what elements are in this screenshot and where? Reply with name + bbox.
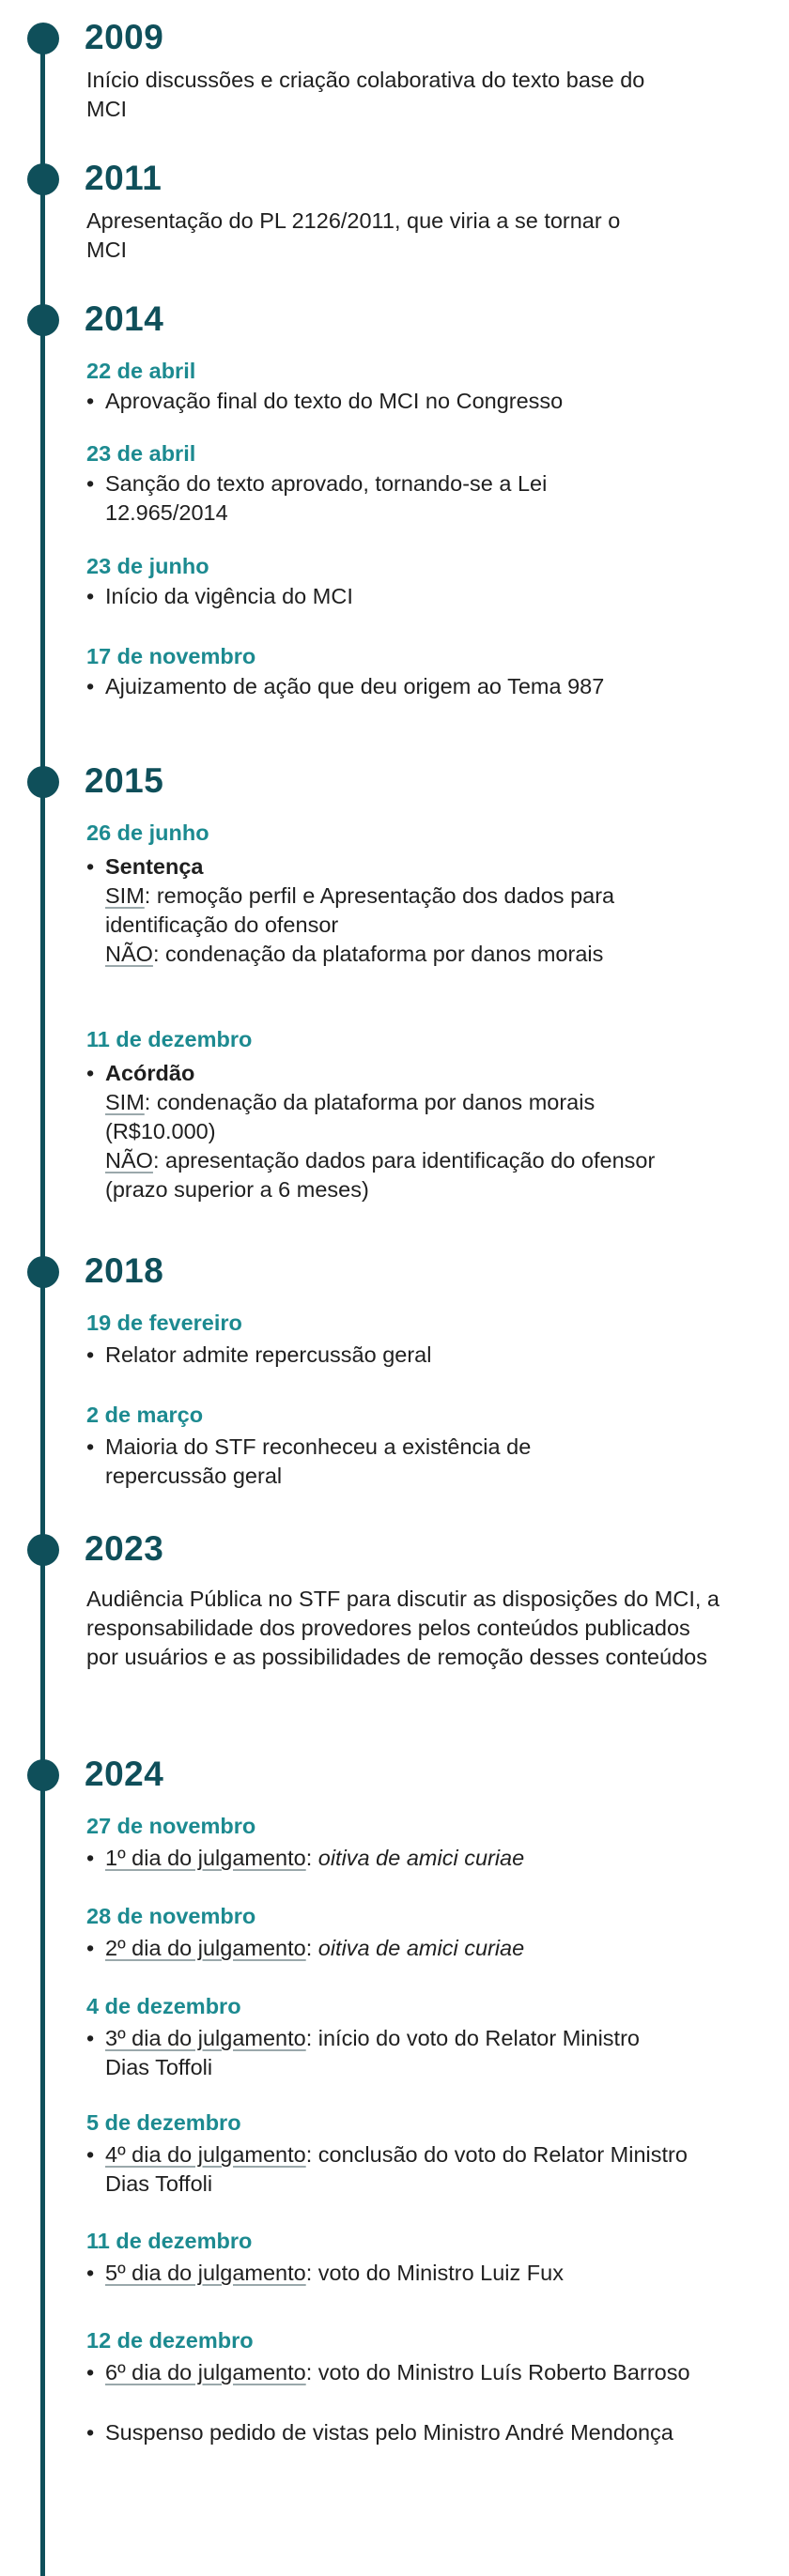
event-item [86, 1844, 744, 1873]
separator: : [152, 942, 160, 966]
item-heading: Sentença [105, 854, 204, 879]
event-date: 5 de dezembro [86, 2110, 241, 2135]
event-date: 12 de dezembro [86, 2328, 254, 2353]
separator: : [305, 2026, 313, 2050]
event-item [86, 2418, 725, 2447]
event-date: 22 de abril [86, 359, 196, 383]
bullet-mark: • [86, 2360, 95, 2384]
sim-text: condenação da plataforma por danos morais (R$10.000) [105, 1090, 596, 1143]
event-date: 27 de novembro [86, 1814, 256, 1838]
item-italic: oitiva de amici curiae [317, 1846, 525, 1870]
event-item [86, 1341, 744, 1370]
event-date: 23 de abril [86, 441, 196, 466]
bullet-mark: • [86, 584, 95, 608]
event-item [86, 1433, 631, 1491]
bullet-mark: • [86, 389, 95, 413]
event-date: 28 de novembro [86, 1904, 256, 1928]
separator: : [305, 2360, 313, 2384]
timeline-dot [27, 1534, 59, 1566]
timeline-dot [27, 23, 59, 54]
separator: : [305, 2261, 313, 2285]
year-heading: 2023 [85, 1529, 164, 1568]
bullet-mark: • [86, 2420, 95, 2445]
bullet-mark: • [86, 1936, 95, 1960]
timeline-dot [27, 766, 59, 798]
timeline-line [40, 36, 45, 2576]
bullet-mark: • [86, 471, 95, 496]
bullet-mark: • [86, 2142, 95, 2167]
item-text: Início da vigência do MCI [105, 584, 353, 608]
event-text: Apresentação do PL 2126/2011, que viria a se tornar o MCI [86, 208, 621, 262]
nao-text: condenação da plataforma por danos morais [159, 942, 604, 966]
event-date: 11 de dezembro [86, 2229, 253, 2253]
event-item [86, 387, 744, 416]
event-item [86, 2358, 725, 2387]
event-item [86, 582, 744, 611]
item-text: Ajuizamento de ação que deu origem ao Tema 987 [105, 674, 605, 698]
item-text: Maioria do STF reconheceu a existência de repercussão geral [105, 1434, 532, 1488]
separator: : [305, 1846, 313, 1870]
item-text: conclusão do voto do Relator Ministro Dias Toffoli [105, 2142, 688, 2196]
item-text: Aprovação final do texto do MCI no Congresso [105, 389, 564, 413]
event-date: 2 de março [86, 1403, 204, 1427]
timeline-dot [27, 1759, 59, 1791]
separator: : [305, 2142, 313, 2167]
bullet-mark: • [86, 1846, 95, 1870]
item-text: Relator admite repercussão geral [105, 1342, 432, 1367]
event-text: Audiência Pública no STF para discutir as disposições do MCI, a responsabilidade dos provedores pelos conteúdos publicados por usuários e as possibilidades de remoção desses conteúdos [86, 1587, 719, 1669]
sim-label: SIM [105, 1090, 145, 1114]
event-item [86, 672, 744, 701]
nao-line [86, 940, 669, 969]
nao-label: NÃO [105, 1148, 153, 1173]
event-date: 4 de dezembro [86, 1994, 241, 2018]
event-date: 19 de fevereiro [86, 1311, 242, 1335]
timeline-dot [27, 163, 59, 195]
separator: : [305, 1936, 313, 1960]
event-item [86, 2024, 688, 2082]
bullet-mark: • [86, 854, 95, 879]
event-date: 26 de junho [86, 820, 209, 845]
bullet-mark: • [86, 1434, 95, 1459]
item-text: Suspenso pedido de vistas pelo Ministro André Mendonça [105, 2420, 673, 2445]
sim-label: SIM [105, 883, 145, 908]
year-heading: 2011 [85, 159, 162, 197]
nao-label: NÃO [105, 942, 153, 966]
nao-text: apresentação dados para identificação do ofensor (prazo superior a 6 meses) [105, 1148, 656, 1202]
bullet-mark: • [86, 2261, 95, 2285]
event-item [86, 2259, 744, 2288]
session-label: 3º dia do julgamento [105, 2026, 306, 2050]
item-text: voto do Ministro Luís Roberto Barroso [312, 2360, 690, 2384]
event-date: 17 de novembro [86, 644, 256, 668]
year-heading: 2015 [85, 761, 164, 800]
event-item [86, 1934, 744, 1963]
bullet-mark: • [86, 674, 95, 698]
sim-text: remoção perfil e Apresentação dos dados para identificação do ofensor [105, 883, 615, 937]
event-item [86, 469, 669, 528]
year-heading: 2014 [85, 299, 164, 338]
event-date: 23 de junho [86, 554, 209, 578]
bullet-mark: • [86, 2026, 95, 2050]
year-heading: 2018 [85, 1251, 164, 1290]
separator: : [152, 1148, 160, 1173]
timeline-dot [27, 304, 59, 336]
event-text: Início discussões e criação colaborativa do texto base do MCI [86, 68, 645, 121]
session-label: 2º dia do julgamento [105, 1936, 306, 1960]
session-label: 5º dia do julgamento [105, 2261, 306, 2285]
separator: : [144, 1090, 151, 1114]
bullet-mark: • [86, 1061, 95, 1085]
sim-line [86, 882, 669, 940]
event-item [86, 2140, 725, 2199]
nao-line [86, 1146, 669, 1204]
session-label: 1º dia do julgamento [105, 1846, 306, 1870]
year-heading: 2009 [85, 18, 164, 56]
bullet-mark: • [86, 1342, 95, 1367]
item-italic: oitiva de amici curiae [317, 1936, 525, 1960]
event-date: 11 de dezembro [86, 1027, 253, 1051]
item-text: início do voto do Relator Ministro Dias Toffoli [105, 2026, 640, 2079]
event-item [86, 1059, 669, 1204]
session-label: 4º dia do julgamento [105, 2142, 306, 2167]
item-text: voto do Ministro Luiz Fux [312, 2261, 564, 2285]
item-text: Sanção do texto aprovado, tornando-se a Lei 12.965/2014 [105, 471, 548, 525]
session-label: 6º dia do julgamento [105, 2360, 306, 2384]
separator: : [144, 883, 151, 908]
timeline-dot [27, 1256, 59, 1288]
year-heading: 2024 [85, 1755, 164, 1793]
item-heading: Acórdão [105, 1061, 195, 1085]
sim-line [86, 1088, 669, 1146]
event-item [86, 852, 669, 969]
